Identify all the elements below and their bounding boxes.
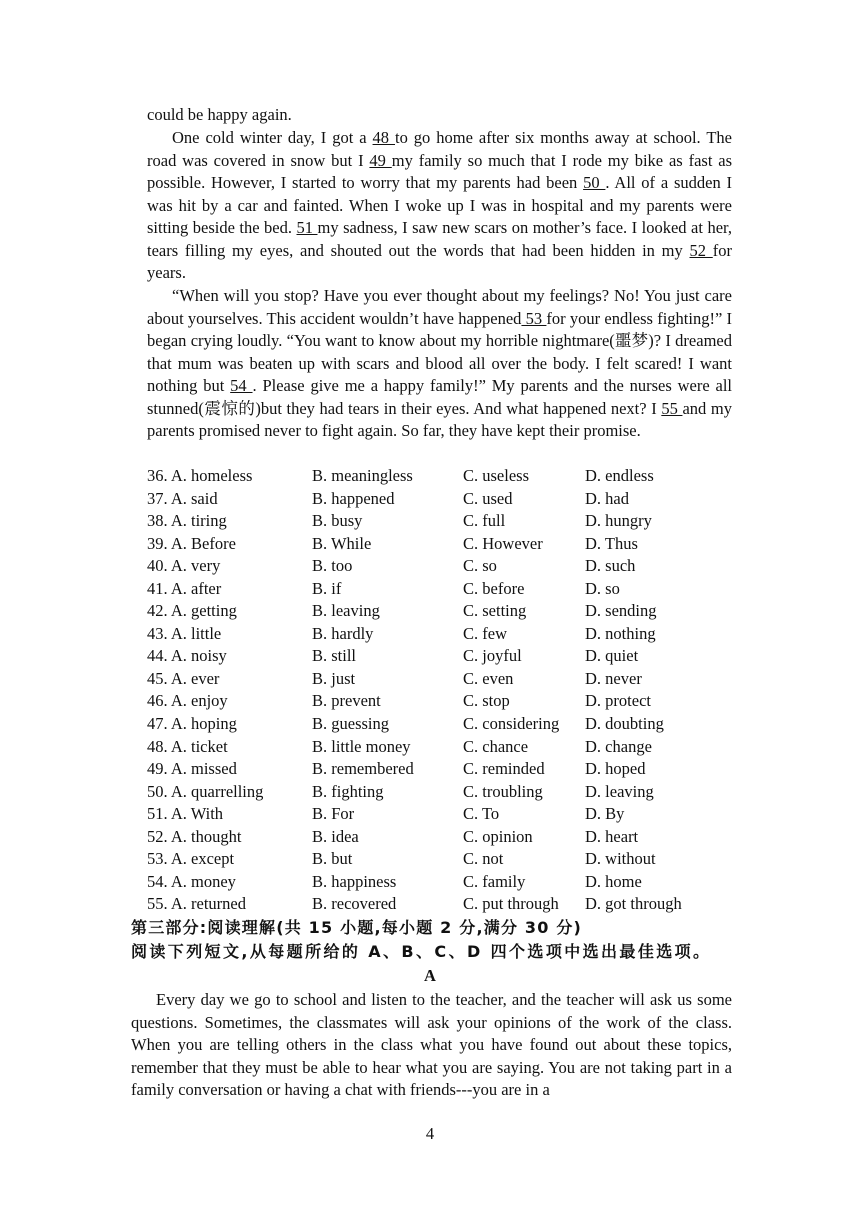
passage-text: . Please give me a happy family!” My parents and the nurses were all stunned(震惊的)but they had tears in their eyes. And what happened next? I [147,376,732,418]
option-d: D. endless [585,466,654,485]
option-b: B. but [312,849,353,869]
option-d: D. By [585,804,625,824]
answer-blank: 48 [372,128,396,147]
option-d: D. heart [585,826,639,846]
option-d: D. such [585,556,636,576]
option-c: C. troubling [463,781,543,801]
option-c: C. opinion [463,826,533,846]
option-d: D. had [585,488,629,508]
question-options-row [147,465,747,488]
option-c: C. stop [463,691,510,711]
option-c: C. full [463,511,506,531]
option-c: C. chance [463,736,529,756]
option-d: D. never [585,668,642,688]
question-options-row [147,690,747,713]
question-options-row [147,803,747,826]
question-options-row [147,826,747,849]
option-c: C. considering [463,714,560,734]
option-c: C. To [463,804,500,824]
passage-text: for years. [147,240,732,282]
passage-paragraph-2 [147,127,732,285]
option-d: D. hoped [585,759,646,779]
option-b: B. fighting [312,781,384,801]
question-options-row [147,578,747,601]
passage-a-text: Every day we go to school and listen to the teacher, and the teacher will ask us some questions. Sometimes, the classmates will ask your opinions of the work of the class. When you are telling others in the class what you have found out about these topics, remember that they must be able to hear what you are saying. You are not taking part in a family conversation or having a chat with friends---you are in a [131,990,732,1099]
question-options-row [147,623,747,646]
question-options-row [147,893,747,916]
option-a: 37. A. said [147,488,218,508]
answer-blank: 55 [661,398,683,418]
answer-options-list [147,465,747,916]
option-c: C. put through [463,894,559,914]
option-c: C. so [463,556,497,576]
option-d: D. so [585,578,620,598]
option-d: D. quiet [585,646,639,666]
option-d: D. without [585,849,656,869]
option-b: B. meaningless [312,466,413,485]
question-options-row [147,736,747,759]
option-c: C. not [463,849,504,869]
option-b: B. happened [312,488,395,508]
option-b: B. remembered [312,759,414,779]
option-d: D. change [585,736,652,756]
answer-blank: 54 [230,376,253,395]
option-d: D. hungry [585,511,652,531]
option-a: 55. A. returned [147,894,246,914]
question-options-row [147,871,747,894]
option-b: B. For [312,804,355,824]
option-b: B. prevent [312,691,381,711]
passage-text: my sadness, I saw new scars on mother’s face. I looked at her, tears filling my eyes, and shouted out the words that had been hidden in my [147,218,732,260]
option-d: D. Thus [585,533,638,553]
page-number: 4 [425,1124,435,1143]
answer-blank: 52 [689,240,713,260]
option-a: 43. A. little [147,623,222,643]
answer-blank: 50 [583,173,606,192]
option-a: 42. A. getting [147,601,237,621]
passage-text: to go home after six months away at school. The road was covered in snow but I [147,128,732,170]
question-options-row [147,488,747,511]
option-b: B. leaving [312,601,380,621]
option-a: 52. A. thought [147,826,242,846]
option-a: 38. A. tiring [147,511,227,531]
passage-paragraph-1: could be happy again. [147,105,292,124]
option-a: 40. A. very [147,556,221,576]
question-options-row [147,645,747,668]
option-a: 54. A. money [147,871,236,891]
passage-text: my family so much that I rode my bike as fast as possible. However, I started to worry that my parents had been [147,150,733,192]
option-d: D. protect [585,691,651,711]
option-a: 36. A. homeless [147,466,253,485]
option-a: 51. A. With [147,804,224,824]
section-instruction: 阅读下列短文,从每题所给的 A、B、C、D 四个选项中选出最佳选项。 [131,942,712,961]
option-b: B. still [312,646,357,666]
option-b: B. guessing [312,714,390,734]
passage-text: One cold winter day, I got a [172,128,373,147]
option-a: 39. A. Before [147,533,236,553]
question-options-row [147,555,747,578]
option-c: C. However [463,533,543,553]
option-c: C. joyful [463,646,522,666]
option-d: D. doubting [585,714,664,734]
question-options-row [147,668,747,691]
option-c: C. useless [463,466,529,485]
option-b: B. if [312,578,342,598]
option-a: 53. A. except [147,849,235,869]
option-c: C. family [463,871,526,891]
option-a: 46. A. enjoy [147,691,228,711]
option-c: C. reminded [463,759,545,779]
question-options-row [147,781,747,804]
option-a: 49. A. missed [147,759,237,779]
question-options-row [147,510,747,533]
option-b: B. too [312,556,353,576]
option-d: D. got through [585,894,682,914]
option-c: C. before [463,578,525,598]
option-c: C. setting [463,601,527,621]
passage-text: . All of a sudden I was hit by a car and fainted. When I woke up I was in hospital and my parents were sitting beside the bed. [147,173,733,237]
passage-text: for your endless fighting!” I began crying loudly. “You want to know about my horrible nightmare(噩梦)? I dreamed that mum was beaten up with scars and blood all over the body. I felt scared! I want nothing but [147,308,732,395]
option-c: C. few [463,623,507,643]
passage-paragraph-3 [147,285,732,443]
section-heading: 第三部分:阅读理解(共 15 小题,每小题 2 分,满分 30 分) [131,918,583,937]
passage-label: A [424,966,436,985]
option-d: D. home [585,871,642,891]
option-b: B. just [312,668,356,688]
answer-blank: 49 [369,150,392,170]
option-a: 44. A. noisy [147,646,227,666]
question-options-row [147,848,747,871]
question-options-row [147,600,747,623]
option-b: B. recovered [312,894,397,914]
option-d: D. sending [585,601,657,621]
option-c: C. even [463,668,514,688]
option-d: D. leaving [585,781,654,801]
option-a: 47. A. hoping [147,714,237,734]
question-options-row [147,713,747,736]
option-b: B. idea [312,826,359,846]
option-c: C. used [463,488,513,508]
question-options-row [147,758,747,781]
answer-blank: 51 [296,218,318,237]
passage-text: “When will you stop? Have you ever thought about my feelings? No! You just care about yourselves. This accident wouldn’t have happened [147,286,732,328]
option-b: B. While [312,533,372,553]
option-b: B. little money [312,736,411,756]
option-b: B. hardly [312,623,374,643]
answer-blank: 53 [521,308,547,328]
option-a: 50. A. quarrelling [147,781,264,801]
option-a: 45. A. ever [147,668,220,688]
passage-text: and my parents promised never to fight again. So far, they have kept their promise. [147,398,732,440]
option-b: B. busy [312,511,363,531]
option-d: D. nothing [585,623,656,643]
option-a: 41. A. after [147,578,222,598]
question-options-row [147,533,747,556]
option-b: B. happiness [312,871,397,891]
option-a: 48. A. ticket [147,736,228,756]
